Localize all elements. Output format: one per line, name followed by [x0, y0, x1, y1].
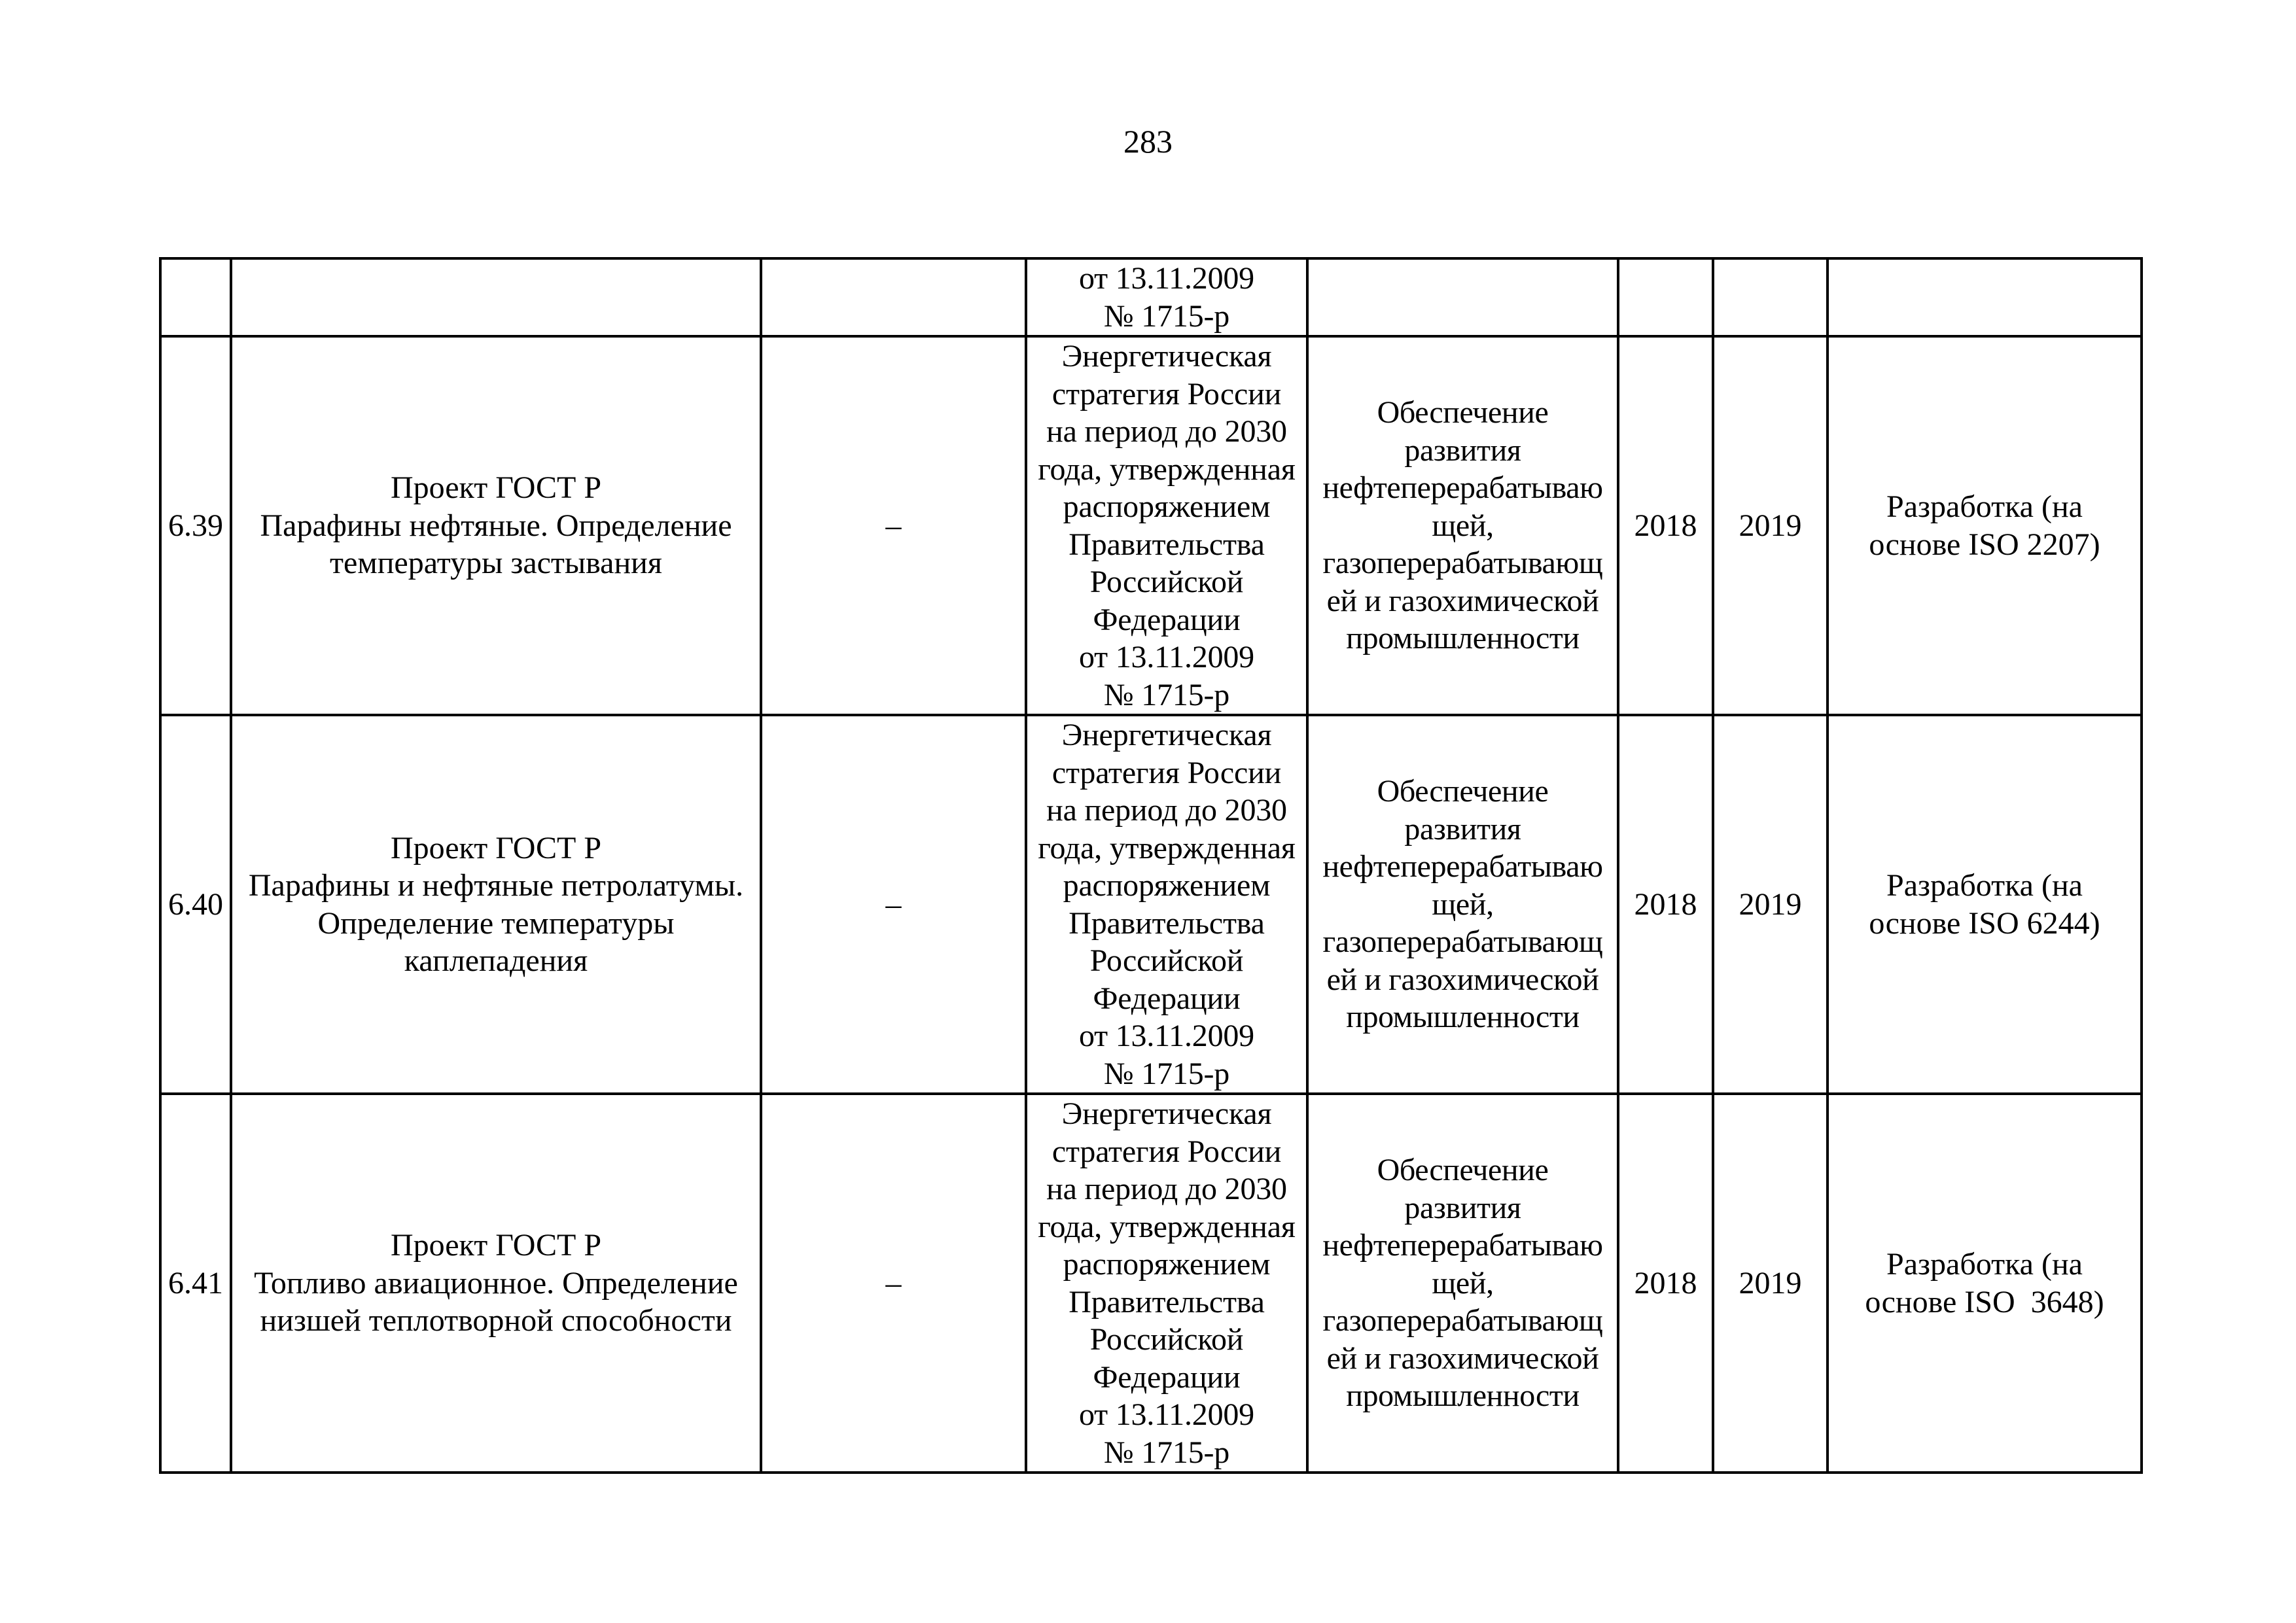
table-row — [160, 1094, 2142, 1473]
cell-note — [1828, 715, 2142, 1094]
basis-line: № 1715-р — [1103, 1435, 1230, 1470]
title-line: каплепадения — [404, 943, 588, 978]
basis-line: на период до 2030 — [1046, 1172, 1287, 1206]
basis-line: на период до 2030 — [1046, 414, 1287, 449]
cell-title — [231, 258, 761, 336]
note-line: основе ISO 3648) — [1865, 1284, 2104, 1319]
cell-title — [231, 715, 761, 1094]
cell-code — [761, 258, 1026, 336]
cell-code: – — [761, 336, 1026, 715]
cell-note — [1828, 336, 2142, 715]
note-line: основе ISO 2207) — [1869, 527, 2100, 562]
basis-line: года, утвержденная — [1038, 1209, 1296, 1244]
title-line: Парафины нефтяные. Определение — [260, 508, 732, 543]
cell-num: 6.39 — [160, 336, 231, 715]
basis-line: от 13.11.2009 — [1079, 1397, 1254, 1432]
title-line: Проект ГОСТ Р — [390, 830, 602, 865]
basis-line: Энергетическая — [1061, 339, 1272, 374]
goal-line: промышленности — [1346, 1000, 1580, 1035]
goal-line: щей, — [1432, 508, 1494, 543]
basis-line: № 1715-р — [1103, 1056, 1230, 1091]
cell-goal — [1307, 1094, 1618, 1473]
title-line: низшей теплотворной способности — [260, 1303, 732, 1338]
note-line: Разработка (на — [1886, 489, 2083, 524]
basis-line: стратегия России — [1051, 376, 1282, 411]
title-line: Топливо авиационное. Определение — [254, 1265, 738, 1300]
cell-end-year: 2019 — [1713, 1094, 1828, 1473]
cell-num — [160, 258, 231, 336]
basis-line: Энергетическая — [1061, 1096, 1272, 1131]
cell-basis — [1026, 1094, 1307, 1473]
basis-line: Федерации — [1093, 1359, 1241, 1395]
note-line: Разработка (на — [1886, 868, 2083, 903]
note-line: Разработка (на — [1886, 1247, 2083, 1282]
cell-num: 6.41 — [160, 1094, 231, 1473]
goal-line: Обеспечение — [1377, 774, 1549, 809]
basis-line: Федерации — [1093, 981, 1241, 1016]
basis-line: Энергетическая — [1061, 718, 1272, 752]
goal-line: развития — [1404, 432, 1521, 468]
goal-line: газоперерабатывающ — [1322, 1303, 1603, 1338]
basis-line: Российской — [1089, 1322, 1244, 1357]
goal-line: Обеспечение — [1377, 1153, 1549, 1188]
goal-line: Обеспечение — [1377, 395, 1549, 430]
cell-start-year: 2018 — [1618, 336, 1713, 715]
basis-line: стратегия России — [1051, 1134, 1282, 1169]
goal-line: промышленности — [1346, 621, 1580, 656]
cell-basis — [1026, 336, 1307, 715]
basis-line: от 13.11.2009 — [1079, 640, 1254, 674]
goal-line: ей и газохимической — [1326, 583, 1599, 618]
goal-line: промышленности — [1346, 1378, 1580, 1414]
basis-line: от 13.11.2009 — [1079, 261, 1254, 296]
continuation-row — [160, 258, 2142, 336]
cell-start-year — [1618, 258, 1713, 336]
title-line: Определение температуры — [317, 905, 675, 941]
cell-start-year: 2018 — [1618, 1094, 1713, 1473]
cell-note — [1828, 1094, 2142, 1473]
basis-line: года, утвержденная — [1038, 451, 1296, 487]
cell-num: 6.40 — [160, 715, 231, 1094]
cell-goal — [1307, 715, 1618, 1094]
cell-goal — [1307, 258, 1618, 336]
goal-line: газоперерабатывающ — [1322, 924, 1603, 960]
cell-start-year: 2018 — [1618, 715, 1713, 1094]
title-line: Проект ГОСТ Р — [390, 470, 602, 506]
cell-note — [1828, 258, 2142, 336]
goal-line: щей, — [1432, 1265, 1494, 1300]
cell-title — [231, 336, 761, 715]
table-row — [160, 336, 2142, 715]
basis-line: распоряжением — [1063, 868, 1271, 903]
title-line: температуры застывания — [330, 546, 662, 581]
goal-line: ей и газохимической — [1326, 962, 1599, 997]
goal-line: нефтеперерабатываю — [1322, 470, 1603, 506]
basis-line: Российской — [1089, 943, 1244, 978]
goal-line: газоперерабатывающ — [1322, 546, 1603, 581]
cell-code: – — [761, 715, 1026, 1094]
basis-line: стратегия России — [1051, 755, 1282, 790]
goal-line: нефтеперерабатываю — [1322, 849, 1603, 884]
table-row — [160, 715, 2142, 1094]
cell-title — [231, 1094, 761, 1473]
cell-goal — [1307, 336, 1618, 715]
title-line: Парафины и нефтяные петролатумы. — [248, 868, 744, 903]
title-line: Проект ГОСТ Р — [390, 1228, 602, 1263]
goal-line: развития — [1404, 1190, 1521, 1225]
goal-line: ей и газохимической — [1326, 1340, 1599, 1376]
cell-code: – — [761, 1094, 1026, 1473]
cell-end-year — [1713, 258, 1828, 336]
standards-table — [159, 257, 2143, 1474]
goal-line: нефтеперерабатываю — [1322, 1228, 1603, 1263]
note-line: основе ISO 6244) — [1869, 905, 2100, 941]
basis-line: № 1715-р — [1103, 677, 1230, 712]
page-number: 283 — [1123, 123, 1173, 160]
basis-line: Правительства — [1069, 905, 1265, 941]
cell-basis — [1026, 258, 1307, 336]
goal-line: щей, — [1432, 886, 1494, 922]
basis-line: № 1715-р — [1103, 298, 1230, 334]
basis-line: от 13.11.2009 — [1079, 1019, 1254, 1053]
basis-line: на период до 2030 — [1046, 793, 1287, 828]
basis-line: года, утвержденная — [1038, 830, 1296, 865]
cell-basis — [1026, 715, 1307, 1094]
basis-line: распоряжением — [1063, 489, 1271, 524]
basis-line: Правительства — [1069, 527, 1265, 562]
cell-end-year: 2019 — [1713, 336, 1828, 715]
basis-line: Российской — [1089, 565, 1244, 599]
basis-line: Правительства — [1069, 1284, 1265, 1319]
cell-end-year: 2019 — [1713, 715, 1828, 1094]
basis-line: распоряжением — [1063, 1247, 1271, 1282]
goal-line: развития — [1404, 811, 1521, 846]
basis-line: Федерации — [1093, 602, 1241, 637]
